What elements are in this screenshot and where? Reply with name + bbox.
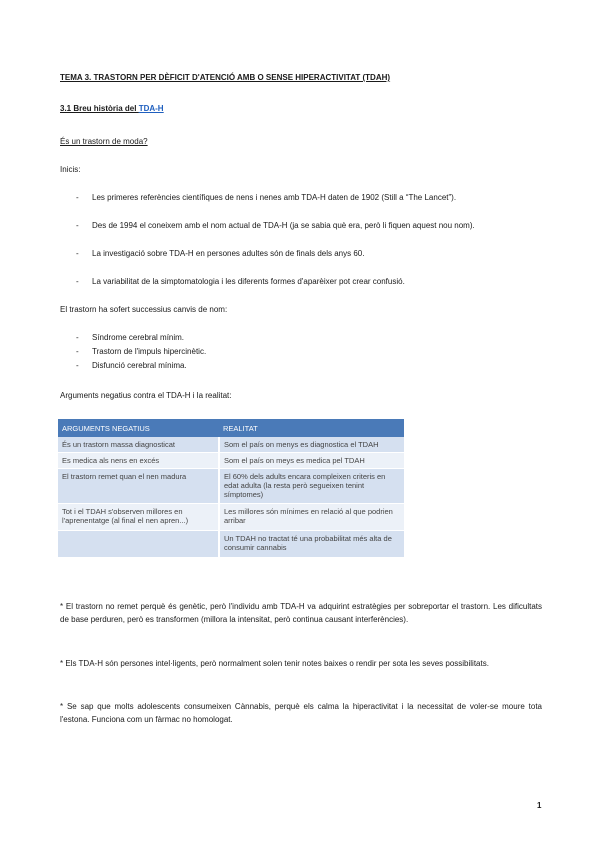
list-bullet: - xyxy=(76,277,79,286)
table-cell xyxy=(58,531,219,558)
table-cell: Tot i el TDAH s'observen millores en l'aprenentatge (al final el nen apren...) xyxy=(58,504,219,531)
page-number: 1 xyxy=(537,801,542,810)
list-bullet: - xyxy=(76,249,79,258)
list-item: Des de 1994 el coneixem amb el nom actual de TDA-H (ja se sabia què era, però li fiquen aquest nou nom). xyxy=(92,221,475,230)
table-row xyxy=(58,531,404,558)
table-cell: Les millores són mínimes en relació al que podrien arribar xyxy=(219,504,404,531)
list-item: Síndrome cerebral mínim. xyxy=(92,333,185,342)
note-paragraph: * Se sap que molts adolescents consumeixen Cànnabis, perquè els calma la hiperactivitat i la necessitat de voler-se moure tota l'estona. Funciona com un fàrmac no homologat. xyxy=(60,702,542,724)
table-row xyxy=(58,437,404,453)
list-bullet: - xyxy=(76,333,79,342)
table-cell: El trastorn remet quan el nen madura xyxy=(58,469,219,504)
document-heading: TEMA 3. TRASTORN PER DÈFICIT D'ATENCIÓ AMB O SENSE HIPERACTIVITAT (TDAH) xyxy=(60,73,391,82)
names-intro: El trastorn ha sofert successius canvis de nom: xyxy=(60,305,228,314)
table-cell: Un TDAH no tractat té una probabilitat més alta de consumir cannabis xyxy=(219,531,404,558)
table-cell: Es medica als nens en excés xyxy=(58,453,219,469)
table-cell: Som el país on menys es diagnostica el TDAH xyxy=(219,437,404,453)
question-heading: És un trastorn de moda? xyxy=(60,137,148,146)
section-title xyxy=(60,104,164,113)
table-cell: És un trastorn massa diagnosticat xyxy=(58,437,219,453)
list-item: Les primeres referències científiques de nens i nenes amb TDA-H daten de 1902 (Still a “The Lancet”). xyxy=(92,193,457,202)
column-header-arguments: ARGUMENTS NEGATIUS xyxy=(58,419,219,437)
table-row xyxy=(58,469,404,504)
tdah-link[interactable]: TDA-H xyxy=(138,104,164,113)
list-bullet: - xyxy=(76,361,79,370)
arguments-intro: Arguments negatius contra el TDA-H i la realitat: xyxy=(60,391,232,400)
table-row xyxy=(58,504,404,531)
list-item: Trastorn de l'impuls hipercinètic. xyxy=(92,347,207,356)
list-bullet: - xyxy=(76,193,79,202)
list-item: La investigació sobre TDA-H en persones adultes són de finals dels anys 60. xyxy=(92,249,365,258)
column-header-reality: REALITAT xyxy=(219,419,404,437)
note-paragraph: * El trastorn no remet perquè és genètic, però l'individu amb TDA-H va adquirint estratègies per sobreportar el trastorn. Les dificultats de base perduren, però es transformen (millora la intensitat, però continua causant interferències). xyxy=(60,602,542,624)
table-header-row xyxy=(58,419,404,437)
list-item: Disfunció cerebral mínima. xyxy=(92,361,187,370)
table-row xyxy=(58,453,404,469)
arguments-table xyxy=(58,419,404,558)
inicis-label: Inicis: xyxy=(60,165,81,174)
table-cell: Som el país on meys es medica pel TDAH xyxy=(219,453,404,469)
list-bullet: - xyxy=(76,347,79,356)
table-cell: El 60% dels adults encara compleixen criteris en edat adulta (la resta però segueixen tenint símptomes) xyxy=(219,469,404,504)
section-title-prefix: 3.1 Breu història del xyxy=(60,104,139,113)
note-paragraph: * Els TDA-H són persones intel·ligents, però normalment solen tenir notes baixes o rendir per sota les seves possibilitats. xyxy=(60,659,489,668)
list-bullet: - xyxy=(76,221,79,230)
list-item: La variabilitat de la simptomatologia i les diferents formes d'aparèixer pot crear confusió. xyxy=(92,277,405,286)
